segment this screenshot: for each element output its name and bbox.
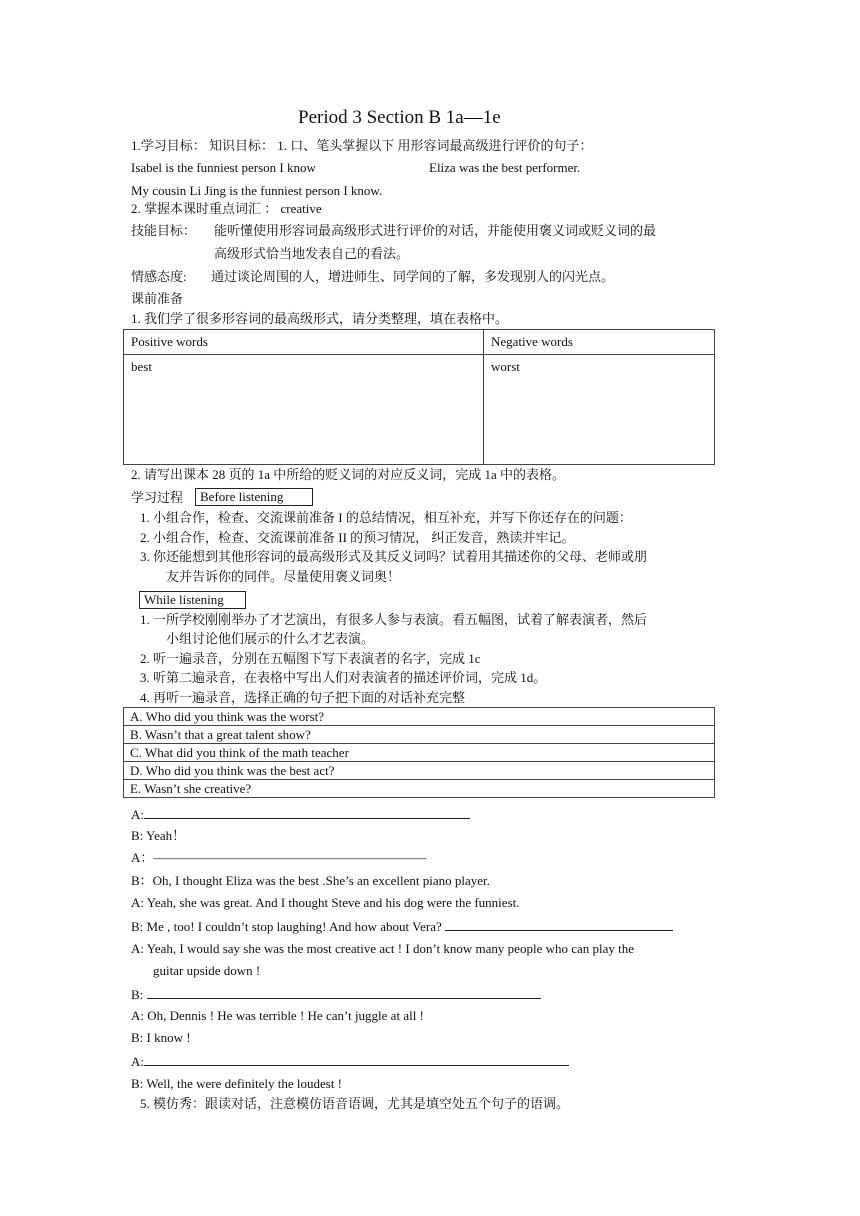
prep-heading: 课前准备 [131, 291, 184, 306]
dialogue-line-3: A：————————————————————— [131, 850, 427, 865]
objectives-line-2: 2. 掌握本课时重点词汇 ： creative [131, 201, 322, 216]
option-d: D. Who did you think was the best act? [124, 762, 715, 780]
process-label: 学习过程 [131, 490, 184, 505]
option-a: A. Who did you think was the worst? [124, 708, 715, 726]
dialogue-line-8 [131, 986, 541, 1003]
prep-item-1: 1. 我们学了很多形容词的最高级形式，请分类整理，填在表格中。 [131, 311, 509, 326]
answer-blank-4[interactable] [144, 1053, 569, 1066]
word-table [123, 329, 715, 465]
before-item-3-cont: 友并告诉你的同伴。尽量使用褒义词奥！ [166, 569, 401, 584]
negative-words-cell[interactable]: worst [484, 355, 715, 465]
option-b: B. Wasn’t that a great talent show? [124, 726, 715, 744]
answer-blank-2[interactable] [445, 918, 673, 931]
speaker-label: A: [131, 1054, 144, 1069]
skill-text-1: 能听懂使用形容词最高级形式进行评价的对话，并能使用褒义词或贬义词的最 [214, 223, 657, 238]
emotion-text: 通过谈论周围的人，增进师生、同学间的了解，多发现别人的闪光点。 [211, 269, 615, 284]
example-sentence-2: Eliza was the best performer. [429, 160, 581, 175]
before-item-2: 2. 小组合作，检查、交流课前准备 II 的预习情况， 纠正发音，熟读并牢记。 [140, 530, 575, 545]
skill-text-2: 高级形式恰当地发表自己的看法。 [214, 246, 410, 261]
positive-words-cell[interactable]: best [124, 355, 484, 465]
positive-words-header: Positive words [124, 330, 484, 355]
options-table [123, 707, 715, 798]
page-title: Period 3 Section B 1a—1e [298, 107, 501, 128]
imitate-item: 5. 模仿秀：跟读对话，注意模仿语音语调，尤其是填空处五个句子的语调。 [140, 1096, 570, 1111]
before-item-1: 1. 小组合作，检查、交流课前准备 I 的总结情况，相互补充，并写下你还存在的问题： [140, 510, 632, 525]
while-item-3: 3. 听第二遍录音，在表格中写出人们对表演者的描述评价词，完成 1d。 [140, 670, 547, 685]
dialogue-text: B: Me , too! I couldn’t stop laughing! And how about Vera? [131, 919, 442, 934]
dialogue-line-11 [131, 1053, 569, 1070]
dialogue-line-10: B: I know ! [131, 1030, 191, 1045]
example-sentence-1: Isabel is the funniest person I know [131, 160, 316, 175]
dialogue-line-9: A: Oh, Dennis ! He was terrible ! He can’t juggle at all ! [131, 1008, 424, 1023]
speaker-label: A: [131, 807, 144, 822]
option-e: E. Wasn’t she creative? [124, 780, 715, 798]
dialogue-line-1 [131, 806, 470, 823]
while-item-1: 1. 一所学校刚刚举办了才艺演出，有很多人参与表演。看五幅图，试着了解表演者，然后 [140, 612, 648, 627]
option-c: C. What did you think of the math teacher [124, 744, 715, 762]
dialogue-line-2: B: Yeah！ [131, 828, 186, 843]
dialogue-line-5: A: Yeah, she was great. And I thought Steve and his dog were the funniest. [131, 895, 520, 910]
dialogue-line-12: B: Well, the were definitely the loudest ! [131, 1076, 342, 1091]
answer-blank-3[interactable] [147, 986, 541, 999]
emotion-label: 情感态度: [131, 269, 187, 284]
negative-words-header: Negative words [484, 330, 715, 355]
dialogue-line-7: A: Yeah, I would say she was the most creative act ! I don’t know many people who can play the [131, 941, 635, 956]
example-sentence-3: My cousin Li Jing is the funniest person I know. [131, 183, 383, 198]
dialogue-line-6 [131, 918, 673, 935]
while-item-4: 4. 再听一遍录音，选择正确的句子把下面的对话补充完整 [140, 690, 466, 705]
objectives-line-1: 1.学习目标： 知识目标： 1. 口、笔头掌握以下 用形容词最高级进行评价的句子： [131, 138, 593, 153]
answer-blank-1[interactable] [144, 806, 470, 819]
before-listening-box: Before listening [195, 488, 313, 506]
dialogue-line-7-cont: guitar upside down ! [153, 963, 261, 978]
speaker-label: B: [131, 987, 144, 1002]
before-item-3: 3. 你还能想到其他形容词的最高级形式及其反义词吗？试着用其描述你的父母、老师或朋 [140, 549, 648, 564]
dialogue-line-4: B：Oh, I thought Eliza was the best .She’s an excellent piano player. [131, 873, 490, 888]
prep-item-2: 2. 请写出课本 28 页的 1a 中所给的贬义词的对应反义词，完成 1a 中的表格。 [131, 467, 566, 482]
while-item-2: 2. 听一遍录音，分别在五幅图下写下表演者的名字，完成 1c [140, 651, 481, 666]
while-listening-box: While listening [139, 591, 246, 609]
skill-label: 技能目标： [131, 223, 197, 238]
while-item-1-cont: 小组讨论他们展示的什么才艺表演。 [166, 631, 375, 646]
